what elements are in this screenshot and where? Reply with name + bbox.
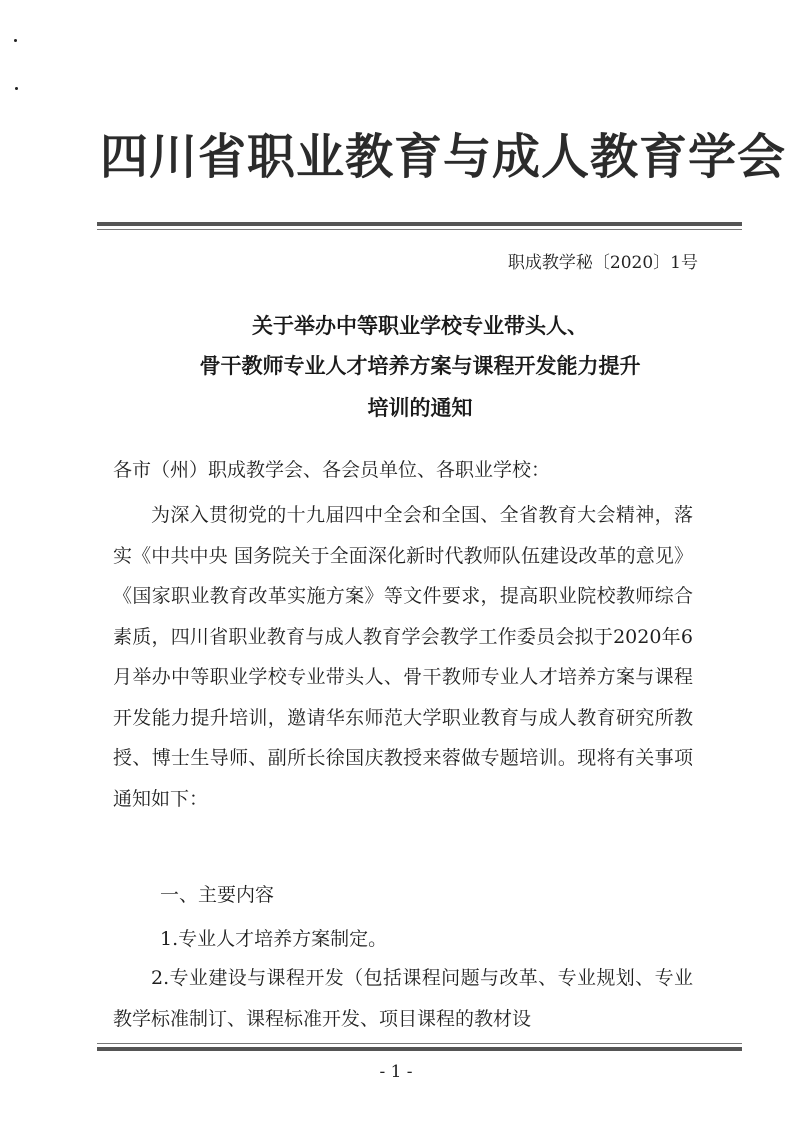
footer-rule-thick [97,1047,742,1051]
page-number: - 1 - [379,1062,413,1082]
scan-speck [15,87,18,90]
header-rule-thin [97,229,742,230]
document-title-line-3: 培训的通知 [367,395,473,420]
document-number: 职成教学秘〔2020〕1号 [507,253,698,273]
footer-rule-thin [97,1043,742,1044]
document-title-line-2: 骨干教师专业人才培养方案与课程开发能力提升 [199,353,641,378]
list-item-1: 1.专业人才培养方案制定。 [160,928,388,950]
document-title-line-1: 关于举办中等职业学校专业带头人、 [252,313,588,338]
section-heading: 一、主要内容 [160,884,275,906]
scan-speck [14,39,17,42]
header-rule-thick [97,222,742,226]
intro-paragraph: 为深入贯彻党的十九届四中全会和全国、全省教育大会精神，落实《中共中央 国务院关于全面深化新时代教师队伍建设改革的意见》《国家职业教育改革实施方案》等文件要求，提高职业院校教师综合素质，四川省职业教育与成人教育学会教学工作委员会拟于2020年6月举办中等职业学校专业带头人、骨干教师专业人才培养方案与课程开发能力提升培训，邀请华东师范大学职业教育与成人教育研究所教授、博士生导师、副所长徐国庆教授来蓉做专题培训。现将有关事项通知如下： [113,504,693,810]
addressee: 各市（州）职成教学会、各会员单位、各职业学校： [113,459,551,481]
organization-header: 四川省职业教育与成人教育学会 [100,129,787,185]
list-item-2: 2.专业建设与课程开发（包括课程问题与改革、专业规划、专业教学标准制订、课程标准开发、项目课程的教材设 [113,967,693,1030]
